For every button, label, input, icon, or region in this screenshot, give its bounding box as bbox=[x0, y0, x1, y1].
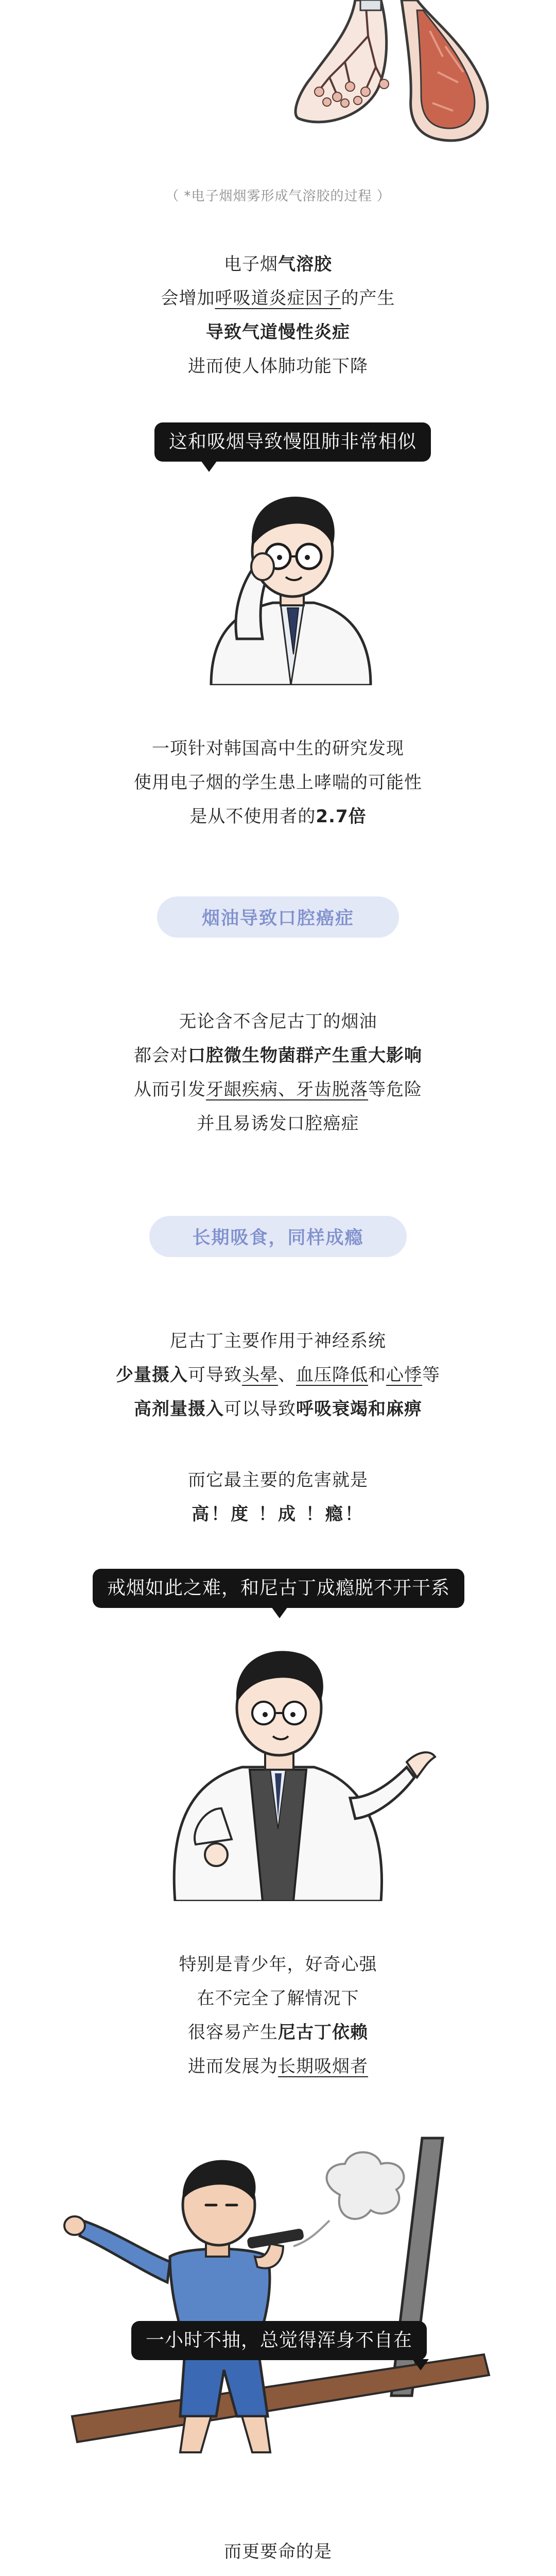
nicotine-text: 可以导致 bbox=[224, 1399, 296, 1419]
nicotine-text: 、 bbox=[278, 1365, 296, 1385]
nicotine-underline: 血压降低 bbox=[296, 1365, 368, 1385]
youth-line-2: 在不完全了解情况下 bbox=[197, 1988, 359, 2009]
oral-paragraph bbox=[0, 1005, 556, 1141]
intro-paragraph bbox=[0, 247, 556, 383]
oral-text: 等危险 bbox=[368, 1079, 422, 1100]
nicotine-text: 等 bbox=[422, 1365, 440, 1385]
oral-line-3 bbox=[0, 1073, 556, 1107]
youth-text: 很容易产生 bbox=[188, 2022, 278, 2043]
intro-line-1 bbox=[0, 247, 556, 281]
intro-line-2 bbox=[0, 281, 556, 315]
section-title-addiction: 长期吸食，同样成瘾 bbox=[149, 1216, 407, 1257]
youth-underline: 长期吸烟者 bbox=[278, 2056, 368, 2077]
study-text: 是从不使用者的 bbox=[189, 806, 316, 827]
study-line-1: 一项针对韩国高中生的研究发现 bbox=[152, 738, 404, 759]
oral-line-4: 并且易诱发口腔癌症 bbox=[197, 1113, 359, 1134]
youth-line-1: 特别是青少年，好奇心强 bbox=[179, 1954, 377, 1975]
danger-line-2: 高！度 ！成 ！瘾！ bbox=[192, 1504, 364, 1524]
lung-illustration bbox=[288, 0, 505, 149]
intro-underline: 呼吸道炎症因子 bbox=[215, 288, 341, 309]
youth-text: 进而发展为 bbox=[188, 2056, 278, 2077]
youth-highlight: 尼古丁依赖 bbox=[278, 2022, 368, 2043]
intro-text: 电子烟 bbox=[224, 254, 278, 275]
section-title-oral-cancer: 烟油导致口腔癌症 bbox=[157, 896, 399, 938]
nicotine-highlight: 呼吸衰竭和麻痹 bbox=[296, 1399, 422, 1419]
oral-highlight: 口腔微生物菌群产生重大影响 bbox=[188, 1045, 422, 1066]
doctor-standing-illustration bbox=[129, 1613, 438, 1901]
intro-line-4: 进而使人体肺功能下降 bbox=[188, 356, 368, 377]
nicotine-underline: 头晕 bbox=[242, 1365, 278, 1385]
nicotine-line-2 bbox=[0, 1358, 556, 1392]
youth-line-4 bbox=[0, 2049, 556, 2083]
oral-underline: 牙龈疾病、牙齿脱落 bbox=[206, 1079, 368, 1100]
nicotine-paragraph bbox=[0, 1324, 556, 1426]
speech-bubble-quitting: 戒烟如此之难，和尼古丁成瘾脱不开干系 bbox=[93, 1569, 464, 1608]
doctor-phone-illustration bbox=[180, 469, 396, 685]
speech-bubble-craving: 一小时不抽，总觉得浑身不自在 bbox=[131, 2321, 427, 2360]
oral-line-1: 无论含不含尼古丁的烟油 bbox=[179, 1011, 377, 1032]
study-line-2: 使用电子烟的学生患上哮喘的可能性 bbox=[134, 772, 422, 793]
danger-line-1: 而它最主要的危害就是 bbox=[188, 1470, 368, 1490]
nicotine-text: 和 bbox=[368, 1365, 386, 1385]
intro-text: 会增加 bbox=[161, 288, 215, 309]
final-line-2 bbox=[0, 2569, 556, 2576]
intro-line-3: 导致气道慢性炎症 bbox=[206, 322, 350, 343]
nicotine-highlight: 少量摄入 bbox=[116, 1365, 188, 1385]
oral-text: 都会对 bbox=[134, 1045, 188, 1066]
intro-highlight: 气溶胶 bbox=[278, 254, 332, 275]
nicotine-highlight: 高剂量摄入 bbox=[134, 1399, 224, 1419]
speech-bubble-copd: 这和吸烟导致慢阻肺非常相似 bbox=[154, 422, 431, 462]
oral-text: 从而引发 bbox=[134, 1079, 206, 1100]
final-paragraph bbox=[0, 2535, 556, 2576]
nicotine-underline: 心悸 bbox=[386, 1365, 422, 1385]
final-line-1: 而更要命的是 bbox=[224, 2541, 332, 2562]
oral-line-2 bbox=[0, 1039, 556, 1073]
image-caption: （ *电子烟烟雾形成气溶胶的过程 ） bbox=[165, 189, 391, 204]
teen-vaping-illustration bbox=[51, 2128, 505, 2463]
youth-line-3 bbox=[0, 2015, 556, 2049]
intro-text: 的产生 bbox=[341, 288, 395, 309]
nicotine-text: 可导致 bbox=[188, 1365, 242, 1385]
study-paragraph bbox=[0, 732, 556, 834]
study-line-3 bbox=[0, 800, 556, 834]
danger-paragraph bbox=[0, 1463, 556, 1531]
youth-paragraph bbox=[0, 1947, 556, 2083]
nicotine-line-3 bbox=[0, 1392, 556, 1426]
nicotine-line-1: 尼古丁主要作用于神经系统 bbox=[170, 1331, 386, 1351]
study-highlight: 2.7倍 bbox=[316, 806, 367, 827]
